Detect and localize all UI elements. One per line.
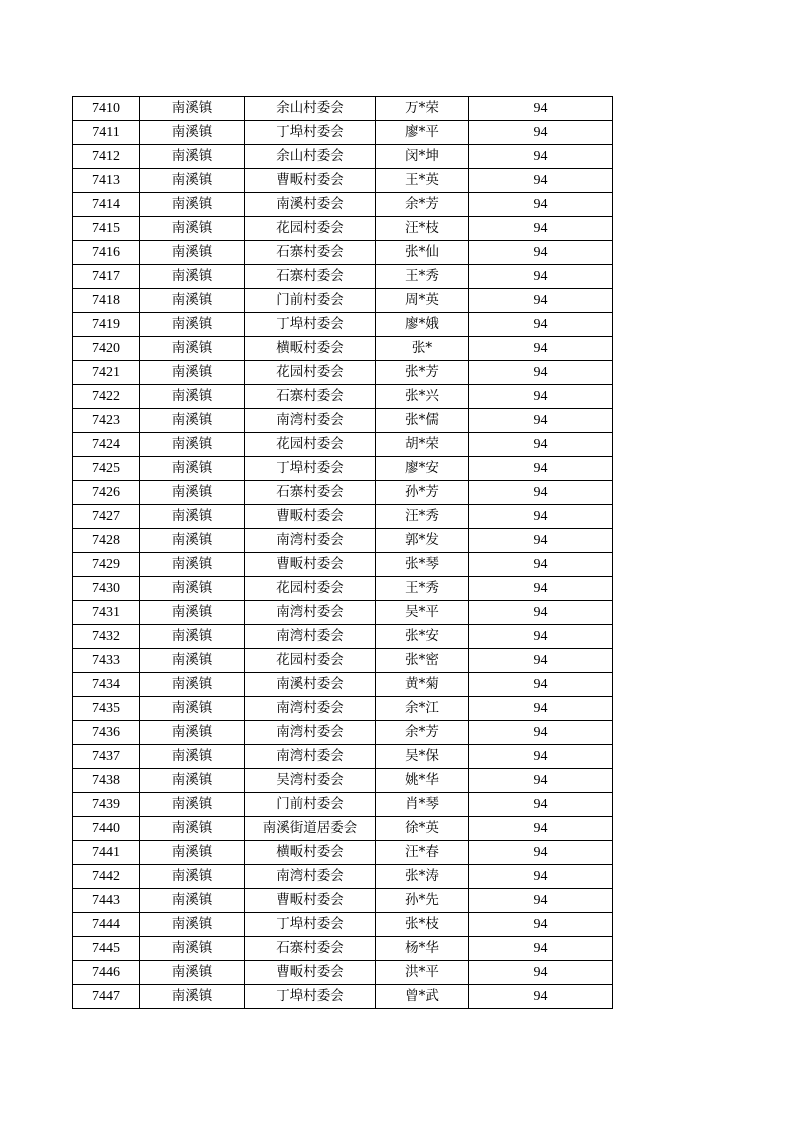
data-table [72,96,613,1009]
score-cell: 94 [469,529,613,553]
table-row [73,481,613,505]
table-row [73,289,613,313]
village-committee-cell: 门前村委会 [245,289,376,313]
table-row [73,361,613,385]
score-cell: 94 [469,697,613,721]
row-number-cell: 7442 [73,865,140,889]
table-row [73,889,613,913]
score-cell: 94 [469,169,613,193]
row-number-cell: 7428 [73,529,140,553]
name-cell: 杨*华 [376,937,469,961]
score-cell: 94 [469,577,613,601]
table-row [73,745,613,769]
town-cell: 南溪镇 [140,745,245,769]
village-committee-cell: 石寨村委会 [245,265,376,289]
village-committee-cell: 石寨村委会 [245,385,376,409]
table-row [73,169,613,193]
name-cell: 姚*华 [376,769,469,793]
village-committee-cell: 南湾村委会 [245,865,376,889]
row-number-cell: 7447 [73,985,140,1009]
town-cell: 南溪镇 [140,265,245,289]
table-row [73,121,613,145]
village-committee-cell: 丁埠村委会 [245,985,376,1009]
name-cell: 张*枝 [376,913,469,937]
town-cell: 南溪镇 [140,169,245,193]
village-committee-cell: 曹畈村委会 [245,553,376,577]
table-row [73,625,613,649]
row-number-cell: 7417 [73,265,140,289]
table-row [73,553,613,577]
table-row [73,265,613,289]
table-row [73,697,613,721]
table-body [73,97,613,1009]
village-committee-cell: 丁埠村委会 [245,913,376,937]
row-number-cell: 7436 [73,721,140,745]
score-cell: 94 [469,649,613,673]
town-cell: 南溪镇 [140,985,245,1009]
table-row [73,337,613,361]
table-row [73,97,613,121]
row-number-cell: 7438 [73,769,140,793]
town-cell: 南溪镇 [140,337,245,361]
name-cell: 王*秀 [376,265,469,289]
table-row [73,649,613,673]
name-cell: 张*芳 [376,361,469,385]
town-cell: 南溪镇 [140,457,245,481]
row-number-cell: 7432 [73,625,140,649]
town-cell: 南溪镇 [140,673,245,697]
town-cell: 南溪镇 [140,841,245,865]
town-cell: 南溪镇 [140,433,245,457]
table-row [73,769,613,793]
village-committee-cell: 吴湾村委会 [245,769,376,793]
table-row [73,793,613,817]
name-cell: 张*仙 [376,241,469,265]
table-row [73,673,613,697]
row-number-cell: 7420 [73,337,140,361]
town-cell: 南溪镇 [140,793,245,817]
table-row [73,313,613,337]
score-cell: 94 [469,961,613,985]
town-cell: 南溪镇 [140,625,245,649]
row-number-cell: 7433 [73,649,140,673]
score-cell: 94 [469,865,613,889]
village-committee-cell: 花园村委会 [245,217,376,241]
name-cell: 汪*春 [376,841,469,865]
name-cell: 孙*先 [376,889,469,913]
score-cell: 94 [469,553,613,577]
village-committee-cell: 丁埠村委会 [245,313,376,337]
table-row [73,937,613,961]
table-row [73,961,613,985]
village-committee-cell: 花园村委会 [245,433,376,457]
row-number-cell: 7439 [73,793,140,817]
town-cell: 南溪镇 [140,817,245,841]
score-cell: 94 [469,937,613,961]
table-row [73,241,613,265]
score-cell: 94 [469,769,613,793]
row-number-cell: 7446 [73,961,140,985]
village-committee-cell: 南湾村委会 [245,745,376,769]
town-cell: 南溪镇 [140,121,245,145]
town-cell: 南溪镇 [140,721,245,745]
score-cell: 94 [469,601,613,625]
score-cell: 94 [469,337,613,361]
town-cell: 南溪镇 [140,937,245,961]
score-cell: 94 [469,913,613,937]
town-cell: 南溪镇 [140,409,245,433]
row-number-cell: 7443 [73,889,140,913]
table-row [73,193,613,217]
town-cell: 南溪镇 [140,865,245,889]
row-number-cell: 7415 [73,217,140,241]
town-cell: 南溪镇 [140,601,245,625]
row-number-cell: 7424 [73,433,140,457]
name-cell: 廖*平 [376,121,469,145]
table-row [73,721,613,745]
name-cell: 王*英 [376,169,469,193]
village-committee-cell: 南溪村委会 [245,673,376,697]
score-cell: 94 [469,625,613,649]
score-cell: 94 [469,457,613,481]
name-cell: 闵*坤 [376,145,469,169]
name-cell: 吴*平 [376,601,469,625]
village-committee-cell: 曹畈村委会 [245,961,376,985]
row-number-cell: 7426 [73,481,140,505]
town-cell: 南溪镇 [140,313,245,337]
village-committee-cell: 南湾村委会 [245,721,376,745]
village-committee-cell: 横畈村委会 [245,841,376,865]
town-cell: 南溪镇 [140,193,245,217]
name-cell: 张*安 [376,625,469,649]
table-row [73,145,613,169]
town-cell: 南溪镇 [140,577,245,601]
score-cell: 94 [469,505,613,529]
score-cell: 94 [469,985,613,1009]
row-number-cell: 7431 [73,601,140,625]
name-cell: 余*芳 [376,193,469,217]
village-committee-cell: 南湾村委会 [245,409,376,433]
table-row [73,601,613,625]
score-cell: 94 [469,841,613,865]
table-row [73,841,613,865]
town-cell: 南溪镇 [140,529,245,553]
village-committee-cell: 丁埠村委会 [245,457,376,481]
row-number-cell: 7414 [73,193,140,217]
name-cell: 黄*菊 [376,673,469,697]
name-cell: 余*江 [376,697,469,721]
name-cell: 曾*武 [376,985,469,1009]
name-cell: 廖*安 [376,457,469,481]
row-number-cell: 7425 [73,457,140,481]
table-row [73,913,613,937]
town-cell: 南溪镇 [140,289,245,313]
row-number-cell: 7445 [73,937,140,961]
village-committee-cell: 南溪街道居委会 [245,817,376,841]
table-row [73,865,613,889]
name-cell: 吴*保 [376,745,469,769]
row-number-cell: 7441 [73,841,140,865]
score-cell: 94 [469,265,613,289]
village-committee-cell: 花园村委会 [245,649,376,673]
table-row [73,577,613,601]
row-number-cell: 7421 [73,361,140,385]
village-committee-cell: 花园村委会 [245,577,376,601]
name-cell: 汪*秀 [376,505,469,529]
row-number-cell: 7418 [73,289,140,313]
table-row [73,529,613,553]
town-cell: 南溪镇 [140,145,245,169]
village-committee-cell: 南湾村委会 [245,529,376,553]
town-cell: 南溪镇 [140,217,245,241]
town-cell: 南溪镇 [140,913,245,937]
name-cell: 王*秀 [376,577,469,601]
name-cell: 洪*平 [376,961,469,985]
row-number-cell: 7411 [73,121,140,145]
name-cell: 余*芳 [376,721,469,745]
village-committee-cell: 南湾村委会 [245,601,376,625]
village-committee-cell: 曹畈村委会 [245,505,376,529]
name-cell: 张*密 [376,649,469,673]
row-number-cell: 7412 [73,145,140,169]
score-cell: 94 [469,793,613,817]
table-row [73,505,613,529]
score-cell: 94 [469,193,613,217]
table-row [73,817,613,841]
village-committee-cell: 南湾村委会 [245,697,376,721]
row-number-cell: 7430 [73,577,140,601]
town-cell: 南溪镇 [140,97,245,121]
village-committee-cell: 石寨村委会 [245,241,376,265]
town-cell: 南溪镇 [140,505,245,529]
village-committee-cell: 横畈村委会 [245,337,376,361]
village-committee-cell: 曹畈村委会 [245,889,376,913]
row-number-cell: 7419 [73,313,140,337]
name-cell: 孙*芳 [376,481,469,505]
score-cell: 94 [469,481,613,505]
table-row [73,433,613,457]
village-committee-cell: 石寨村委会 [245,937,376,961]
name-cell: 万*荣 [376,97,469,121]
name-cell: 张*兴 [376,385,469,409]
name-cell: 张*儒 [376,409,469,433]
score-cell: 94 [469,289,613,313]
row-number-cell: 7413 [73,169,140,193]
town-cell: 南溪镇 [140,385,245,409]
village-committee-cell: 南溪村委会 [245,193,376,217]
village-committee-cell: 曹畈村委会 [245,169,376,193]
name-cell: 周*英 [376,289,469,313]
town-cell: 南溪镇 [140,961,245,985]
score-cell: 94 [469,433,613,457]
score-cell: 94 [469,217,613,241]
village-committee-cell: 石寨村委会 [245,481,376,505]
row-number-cell: 7422 [73,385,140,409]
town-cell: 南溪镇 [140,697,245,721]
score-cell: 94 [469,409,613,433]
row-number-cell: 7444 [73,913,140,937]
village-committee-cell: 余山村委会 [245,97,376,121]
name-cell: 张*琴 [376,553,469,577]
table-row [73,409,613,433]
name-cell: 肖*琴 [376,793,469,817]
row-number-cell: 7440 [73,817,140,841]
row-number-cell: 7435 [73,697,140,721]
score-cell: 94 [469,313,613,337]
name-cell: 廖*娥 [376,313,469,337]
village-committee-cell: 门前村委会 [245,793,376,817]
town-cell: 南溪镇 [140,769,245,793]
town-cell: 南溪镇 [140,553,245,577]
town-cell: 南溪镇 [140,361,245,385]
name-cell: 郭*发 [376,529,469,553]
row-number-cell: 7437 [73,745,140,769]
score-cell: 94 [469,97,613,121]
score-cell: 94 [469,745,613,769]
town-cell: 南溪镇 [140,649,245,673]
row-number-cell: 7427 [73,505,140,529]
name-cell: 汪*枝 [376,217,469,241]
score-cell: 94 [469,673,613,697]
village-committee-cell: 丁埠村委会 [245,121,376,145]
score-cell: 94 [469,385,613,409]
table-row [73,217,613,241]
row-number-cell: 7429 [73,553,140,577]
table-row [73,457,613,481]
score-cell: 94 [469,361,613,385]
score-cell: 94 [469,241,613,265]
village-committee-cell: 南湾村委会 [245,625,376,649]
row-number-cell: 7423 [73,409,140,433]
name-cell: 张* [376,337,469,361]
town-cell: 南溪镇 [140,241,245,265]
score-cell: 94 [469,721,613,745]
name-cell: 张*涛 [376,865,469,889]
row-number-cell: 7434 [73,673,140,697]
name-cell: 徐*英 [376,817,469,841]
table-row [73,385,613,409]
score-cell: 94 [469,889,613,913]
town-cell: 南溪镇 [140,889,245,913]
row-number-cell: 7410 [73,97,140,121]
score-cell: 94 [469,121,613,145]
name-cell: 胡*荣 [376,433,469,457]
village-committee-cell: 余山村委会 [245,145,376,169]
village-committee-cell: 花园村委会 [245,361,376,385]
score-cell: 94 [469,817,613,841]
town-cell: 南溪镇 [140,481,245,505]
row-number-cell: 7416 [73,241,140,265]
table-row [73,985,613,1009]
score-cell: 94 [469,145,613,169]
